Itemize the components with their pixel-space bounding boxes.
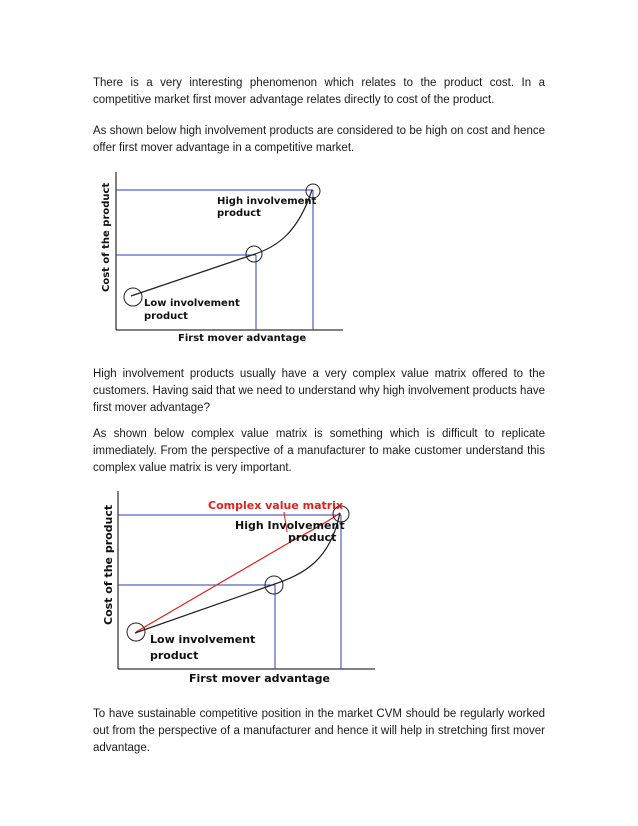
- replication-paragraph: As shown below complex value matrix is something which is difficult to replicate immediately. From the perspective of a manufacturer to make customer understand this complex value matrix is very important.: [93, 428, 545, 474]
- fig1-low-point-circle: [124, 288, 142, 306]
- fig1-y-axis-label: Cost of the product: [101, 182, 112, 292]
- fig2-complex-value-label: Complex value matrix: [208, 499, 344, 512]
- fig1-low-label-line2: product: [144, 311, 188, 322]
- complex-matrix-paragraph: High involvement products usually have a very complex value matrix offered to the customers. Having said that we need to understand why high involvement products have first mover advantage?: [93, 368, 545, 414]
- fig1-low-label-line1: Low involvement: [144, 298, 240, 309]
- fig2-high-label-line1: High Involvement: [235, 519, 345, 532]
- fig2-x-axis-label: First mover advantage: [189, 672, 330, 685]
- conclusion-paragraph: To have sustainable competitive position in the market CVM should be regularly worked out from the perspective of a manufacturer and hence it will help in stretching first mover advantage.: [93, 708, 545, 754]
- fig2-high-label-line2: product: [288, 531, 337, 544]
- fig1-high-label-line1: High involvement: [217, 196, 317, 207]
- fig1-x-axis-label: First mover advantage: [178, 333, 307, 344]
- fig1-high-label-line2: product: [217, 208, 261, 219]
- intro-paragraph: There is a very interesting phenomenon which relates to the product cost. In a competitive market first mover advantage relates directly to cost of the product.: [93, 77, 545, 106]
- high-involvement-paragraph: As shown below high involvement products are considered to be high on cost and hence offer first mover advantage in a competitive market.: [93, 125, 545, 154]
- fig2-low-label-line1: Low involvement: [150, 633, 256, 646]
- fig2-low-label-line2: product: [150, 649, 199, 662]
- fig1-guide-lines: [116, 190, 313, 330]
- fig2-y-axis-label: Cost of the product: [102, 504, 115, 625]
